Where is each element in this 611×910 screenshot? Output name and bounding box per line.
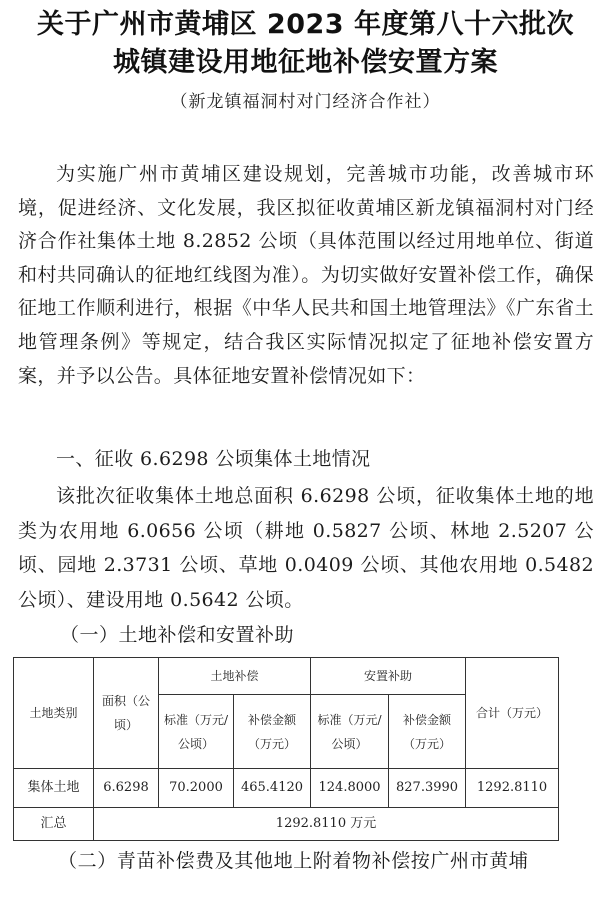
table-row bbox=[14, 769, 559, 808]
intro-paragraph: 为实施广州市黄埔区建设规划，完善城市功能，改善城市环境，促进经济、文化发展，我区拟征收黄埔区新龙镇福洞村对门经济合作社集体土地 8.2852 公顷（具体范围以经过用地单位、街道和村共同确认的征地红线图为准）。为切实做好安置补偿工作，确保征地工作顺利进行，根据《中华人民共和国土地管理法》《广东省土地管理条例》等规定，结合我区实际情况拟定了征地补偿安置方案，并予以公告。具体征地安置补偿情况如下： bbox=[18, 163, 594, 387]
table-header-row bbox=[14, 658, 559, 695]
header-resettle-amount-line1: 补偿金额 bbox=[403, 712, 452, 727]
header-land-amount-line2: （万元） bbox=[248, 736, 297, 751]
document-title-line2: 城镇建设用地征地补偿安置方案 bbox=[113, 47, 498, 78]
land-area-paragraph: 该批次征收集体土地总面积 6.6298 公顷，征收集体土地的地类为农用地 6.0656 公顷（耕地 0.5827 公顷、林地 2.5207 公顷、园地 2.3731 公顷、草地 0.0409 公顷、其他农用地 0.5482 公顷）、建设用地 0.5642 公顷。 bbox=[18, 485, 594, 611]
cell-summary-label: 汇总 bbox=[14, 808, 94, 841]
header-resettlement: 安置补助 bbox=[311, 658, 466, 695]
header-total: 合计（万元） bbox=[466, 658, 559, 769]
cell-resettle-standard: 124.8000 bbox=[311, 769, 389, 808]
section-heading-1: 一、征收 6.6298 公顷集体土地情况 bbox=[56, 448, 371, 470]
cell-land-standard: 70.2000 bbox=[159, 769, 234, 808]
header-resettle-amount bbox=[389, 695, 466, 769]
header-land-type: 土地类别 bbox=[14, 658, 94, 769]
header-area-line1: 面积（公 bbox=[101, 694, 150, 708]
cell-resettle-amount: 827.3990 bbox=[389, 769, 466, 808]
cell-land-amount: 465.4120 bbox=[234, 769, 311, 808]
header-area-line2: 顷） bbox=[113, 718, 138, 732]
header-land-amount bbox=[234, 695, 311, 769]
subsection-heading-2: （二）青苗补偿费及其他地上附着物补偿按广州市黄埔 bbox=[58, 850, 529, 872]
cell-land-type: 集体土地 bbox=[14, 769, 94, 808]
cell-total: 1292.8110 bbox=[466, 769, 559, 808]
header-land-standard-line2: 公顷） bbox=[177, 736, 214, 751]
document-subtitle: （新龙镇福洞村对门经济合作社） bbox=[170, 92, 441, 112]
cell-area: 6.6298 bbox=[94, 769, 159, 808]
cell-summary-value: 1292.8110 万元 bbox=[94, 808, 559, 841]
subsection-heading-1: （一）土地补偿和安置补助 bbox=[60, 624, 295, 646]
document-title-line1: 关于广州市黄埔区 2023 年度第八十六批次 bbox=[37, 9, 574, 40]
header-resettle-amount-line2: （万元） bbox=[403, 736, 452, 751]
header-area bbox=[94, 658, 159, 769]
header-land-amount-line1: 补偿金额 bbox=[248, 712, 297, 727]
header-land-standard bbox=[159, 695, 234, 769]
header-land-compensation: 土地补偿 bbox=[159, 658, 311, 695]
table-summary-row bbox=[14, 808, 559, 841]
header-resettle-standard bbox=[311, 695, 389, 769]
compensation-table bbox=[13, 657, 559, 841]
header-resettle-standard-line2: 公顷） bbox=[331, 736, 368, 751]
header-resettle-standard-line1: 标准（万元/ bbox=[317, 712, 382, 727]
header-land-standard-line1: 标准（万元/ bbox=[163, 712, 229, 727]
